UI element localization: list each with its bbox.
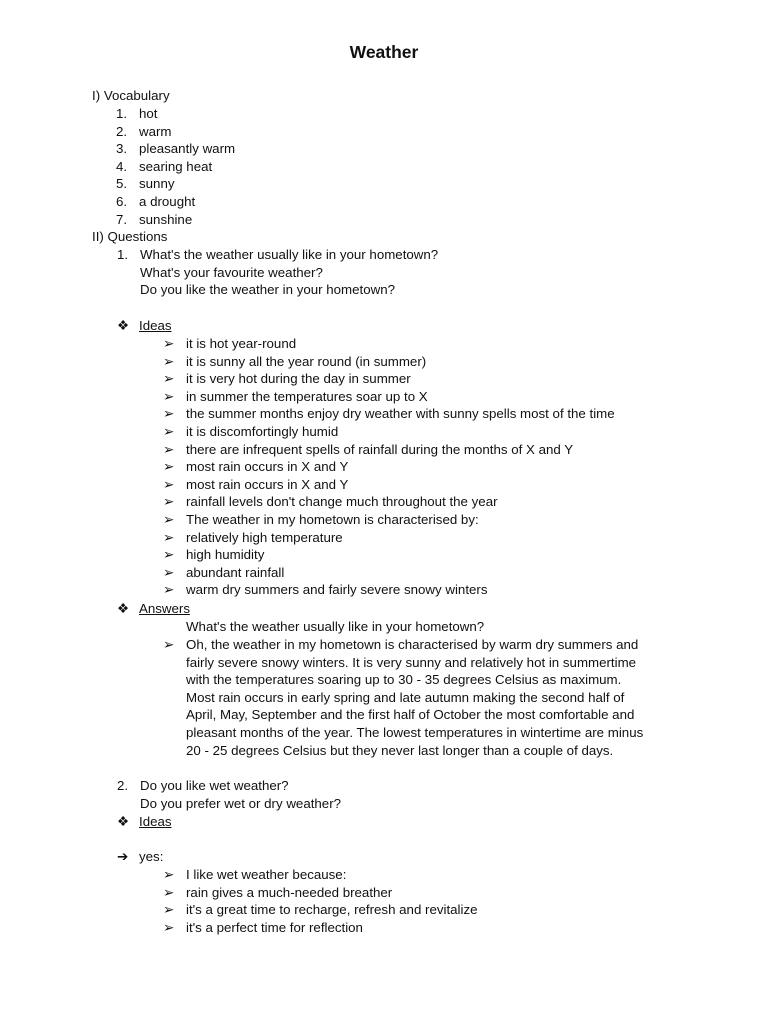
answer-line: 20 - 25 degrees Celsius but they never last longer than a couple of days. <box>186 742 614 758</box>
yes-arrow <box>117 848 128 866</box>
arrowhead-bullet-icon: ➢ <box>163 867 175 882</box>
question-1-number: 1. <box>117 247 129 262</box>
idea-item: The weather in my hometown is characterised by: <box>186 512 479 527</box>
idea-item: it is hot year-round <box>186 336 297 351</box>
idea-item: it is discomfortingly humid <box>186 424 339 439</box>
arrowhead-bullet-icon: ➢ <box>163 637 175 652</box>
arrowhead-bullet-icon: ➢ <box>163 353 175 369</box>
idea-item: most rain occurs in X and Y <box>186 476 349 492</box>
diamond-bullet-icon: ❖ <box>117 601 129 616</box>
answer-line: Oh, the weather in my hometown is characterised by warm dry summers and <box>186 637 639 652</box>
ideas-bullet-1 <box>117 317 129 335</box>
arrowhead-bullet-icon: ➢ <box>163 582 175 598</box>
question-line: What's your favourite weather? <box>140 264 323 280</box>
vocabulary-item: hot <box>139 106 158 121</box>
arrowhead-bullet-icon: ➢ <box>163 529 175 545</box>
vocabulary-item: a drought <box>139 194 196 209</box>
vocabulary-item: pleasantly warm <box>139 141 236 157</box>
idea-item: abundant rainfall <box>186 564 285 580</box>
idea-item: it is very hot during the day in summer <box>186 371 411 387</box>
ideas-bullet-2 <box>117 813 129 831</box>
vocabulary-item-number: 3. <box>116 141 128 157</box>
vocabulary-item-number: 6. <box>116 194 128 209</box>
idea-item: rainfall levels don't change much throughout the year <box>186 494 498 510</box>
arrowhead-bullet-icon: ➢ <box>163 388 175 404</box>
arrowhead-bullet-icon: ➢ <box>163 459 175 475</box>
question-line: What's the weather usually like in your hometown? <box>140 247 439 262</box>
question-2-number: 2. <box>117 778 129 793</box>
arrowhead-bullet-icon: ➢ <box>163 424 175 439</box>
idea-item: the summer months enjoy dry weather with sunny spells most of the time <box>186 406 615 422</box>
arrowhead-bullet-icon: ➢ <box>163 919 175 935</box>
diamond-bullet-icon: ❖ <box>117 814 129 829</box>
vocabulary-item: searing heat <box>139 158 213 174</box>
arrowhead-bullet-icon: ➢ <box>163 371 175 387</box>
yes-label: yes: <box>139 849 164 864</box>
answers-label: Answers <box>139 601 190 616</box>
arrowhead-bullet-icon: ➢ <box>163 547 175 563</box>
vocabulary-item-number: 2. <box>116 123 128 139</box>
answer-line: fairly severe snowy winters. It is very sunny and relatively hot in summertime <box>186 654 637 670</box>
ideas-label-2: Ideas <box>139 814 172 829</box>
answer-arrow <box>163 636 174 654</box>
yes-reason-item: rain gives a much-needed breather <box>186 884 393 900</box>
idea-item: it is sunny all the year round (in summer) <box>186 353 427 369</box>
vocabulary-item-number: 5. <box>116 176 128 192</box>
vocabulary-item: warm <box>139 123 172 139</box>
yes-reason-item: it's a perfect time for reflection <box>186 919 363 935</box>
vocabulary-item-number: 1. <box>116 106 128 121</box>
arrowhead-bullet-icon: ➢ <box>163 902 175 918</box>
question-line: Do you like wet weather? <box>140 778 289 793</box>
answer-question: What's the weather usually like in your hometown? <box>186 619 485 634</box>
question-line: Do you like the weather in your hometown? <box>140 282 395 298</box>
questions-heading: II) Questions <box>92 229 168 244</box>
arrowhead-bullet-icon: ➢ <box>163 494 175 510</box>
idea-item: most rain occurs in X and Y <box>186 459 349 475</box>
answers-bullet <box>117 600 129 618</box>
vocabulary-heading: I) Vocabulary <box>92 88 170 103</box>
diamond-bullet-icon: ❖ <box>117 318 129 333</box>
arrowhead-bullet-icon: ➢ <box>163 512 175 527</box>
vocabulary-item: sunny <box>139 176 175 192</box>
arrowhead-bullet-icon: ➢ <box>163 884 175 900</box>
answer-line: Most rain occurs in early spring and late autumn making the second half of <box>186 689 625 705</box>
document-title: Weather <box>349 42 419 62</box>
answer-line: April, May, September and the first half of October the most comfortable and <box>186 707 635 723</box>
arrowhead-bullet-icon: ➢ <box>163 406 175 422</box>
idea-item: high humidity <box>186 547 265 563</box>
yes-reason-item: it's a great time to recharge, refresh and revitalize <box>186 902 478 918</box>
arrowhead-bullet-icon: ➢ <box>163 336 175 351</box>
idea-item: relatively high temperature <box>186 529 343 545</box>
vocabulary-item-number: 4. <box>116 158 128 174</box>
vocabulary-item-number: 7. <box>116 211 128 227</box>
idea-item: there are infrequent spells of rainfall during the months of X and Y <box>186 441 574 457</box>
arrowhead-bullet-icon: ➢ <box>163 564 175 580</box>
answer-line: with the temperatures soaring up to 30 - 35 degrees Celsius as maximum. <box>186 672 622 688</box>
vocabulary-item: sunshine <box>139 211 193 227</box>
answer-line: pleasant months of the year. The lowest temperatures in wintertime are minus <box>186 725 644 740</box>
right-arrow-icon: ➔ <box>117 849 129 864</box>
ideas-label-1: Ideas <box>139 318 172 333</box>
idea-item: warm dry summers and fairly severe snowy winters <box>186 582 488 598</box>
yes-reason-item: I like wet weather because: <box>186 867 347 882</box>
question-line: Do you prefer wet or dry weather? <box>140 795 342 811</box>
arrowhead-bullet-icon: ➢ <box>163 441 175 457</box>
arrowhead-bullet-icon: ➢ <box>163 476 175 492</box>
idea-item: in summer the temperatures soar up to X <box>186 388 428 404</box>
